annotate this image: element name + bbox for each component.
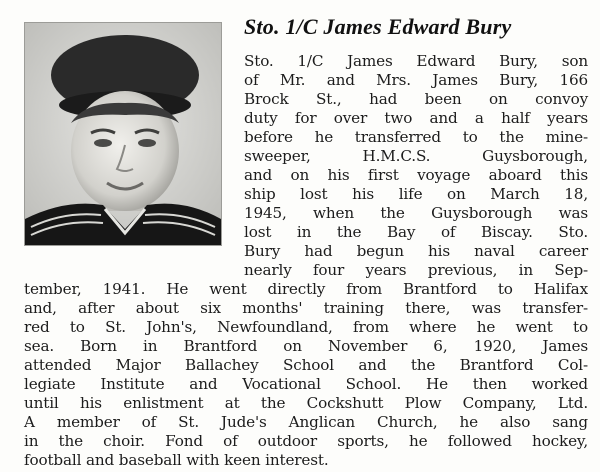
- body-text-line: of Mr. and Mrs. James Bury, 166: [244, 71, 588, 89]
- body-text-line: until his enlistment at the Cockshutt Plow Company, Ltd.: [24, 394, 588, 412]
- body-text-line: A member of St. Jude's Anglican Church, he also sang: [24, 413, 588, 431]
- body-text-line: and on his first voyage aboard this: [244, 166, 588, 184]
- body-text-line: nearly four years previous, in Sep-: [244, 261, 588, 279]
- body-text-line: and, after about six months' training there, was transfer-: [24, 299, 588, 317]
- body-text-line: attended Major Ballachey School and the Brantford Col-: [24, 356, 588, 374]
- article-title: Sto. 1/C James Edward Bury: [244, 14, 512, 39]
- body-text-line: Bury had begun his naval career: [244, 242, 588, 260]
- body-text-line: sea. Born in Brantford on November 6, 1920, James: [24, 337, 588, 355]
- body-text-line: Brock St., had been on convoy: [244, 90, 588, 108]
- body-text-line: football and baseball with keen interest.: [24, 451, 329, 469]
- body-text-line: duty for over two and a half years: [244, 109, 588, 127]
- body-text-line: lost in the Bay of Biscay. Sto.: [244, 223, 588, 241]
- body-text-line: legiate Institute and Vocational School. He then worked: [24, 375, 588, 393]
- body-text-line: tember, 1941. He went directly from Brantford to Halifax: [24, 280, 588, 298]
- body-text-line: Sto. 1/C James Edward Bury, son: [244, 52, 588, 70]
- body-text-line: before he transferred to the mine-: [244, 128, 588, 146]
- body-text-line: sweeper, H.M.C.S. Guysborough,: [244, 147, 588, 165]
- body-text-line: red to St. John's, Newfoundland, from where he went to: [24, 318, 588, 336]
- body-text-line: in the choir. Fond of outdoor sports, he followed hockey,: [24, 432, 588, 450]
- portrait-photo: [24, 22, 222, 246]
- body-text-line: 1945, when the Guysborough was: [244, 204, 588, 222]
- body-text-line: ship lost his life on March 18,: [244, 185, 588, 203]
